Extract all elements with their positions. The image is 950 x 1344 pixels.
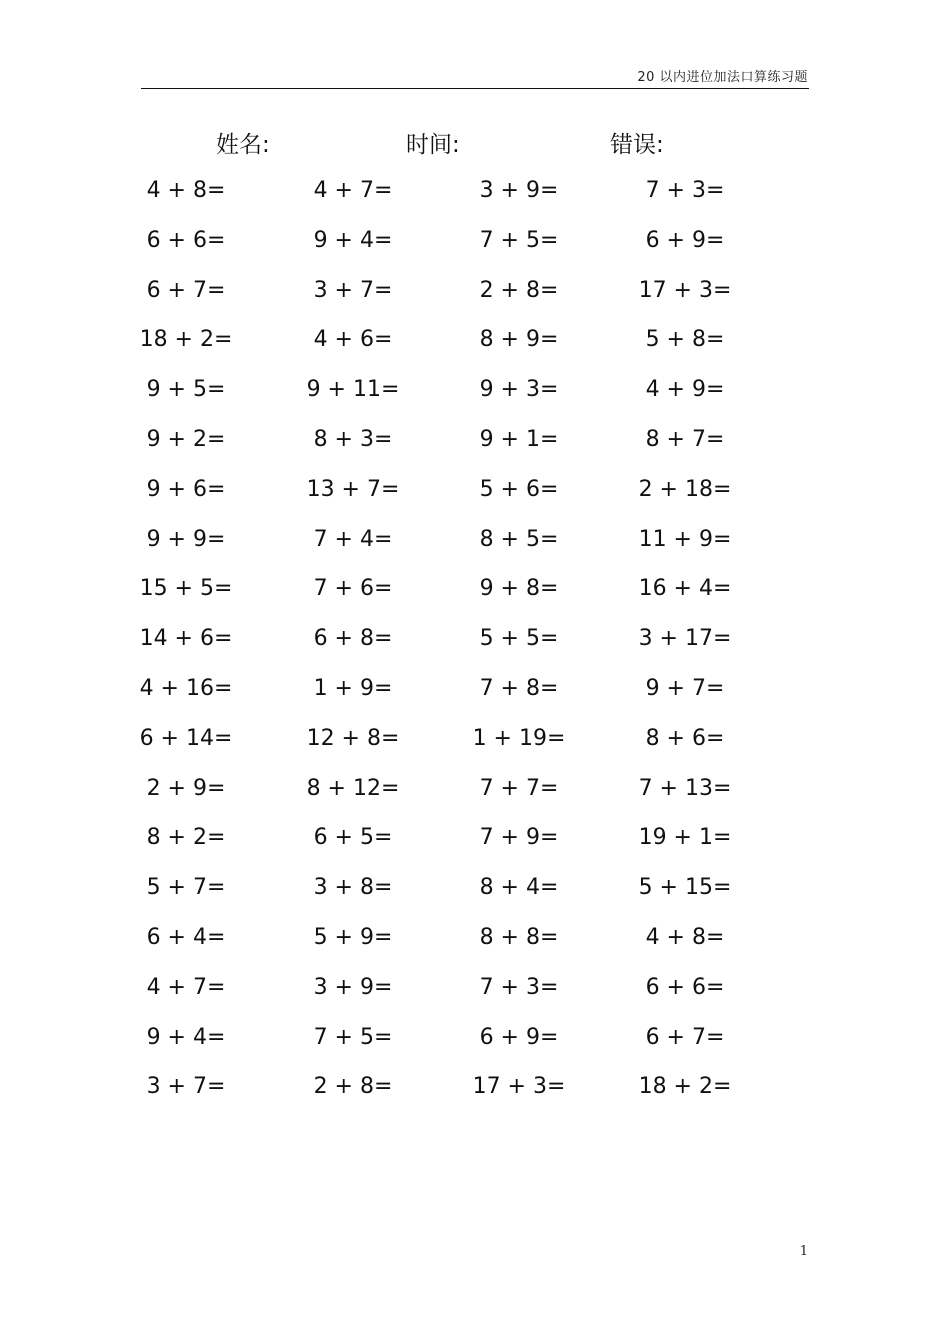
problem-item: 3 + 17= — [638, 626, 732, 652]
problem-item: 7 + 5= — [313, 1024, 393, 1050]
problem-item: 7 + 3= — [645, 178, 725, 203]
problem-item: 8 + 3= — [313, 427, 393, 452]
problem-item: 8 + 7= — [645, 427, 725, 452]
problem-item: 13 + 7= — [306, 476, 400, 502]
problem-item: 3 + 7= — [146, 1074, 226, 1100]
problem-item: 9 + 4= — [146, 1024, 226, 1050]
problem-item: 17 + 3= — [472, 1074, 566, 1100]
problem-item: 6 + 6= — [645, 974, 725, 1000]
problem-item: 8 + 8= — [479, 925, 559, 950]
page-number: 1 — [799, 1244, 808, 1259]
problem-item: 11 + 9= — [638, 526, 732, 552]
problem-item: 5 + 15= — [638, 875, 732, 901]
problem-item: 9 + 5= — [146, 377, 226, 403]
problem-item: 7 + 5= — [479, 227, 559, 253]
problem-item: 6 + 7= — [645, 1024, 725, 1050]
problem-item: 9 + 11= — [306, 377, 400, 403]
problem-item: 6 + 14= — [139, 725, 233, 751]
problem-item: 5 + 6= — [479, 476, 559, 502]
problem-item: 3 + 9= — [479, 178, 559, 203]
problem-item: 9 + 2= — [146, 427, 226, 452]
problem-item: 12 + 8= — [306, 725, 400, 751]
problem-item: 5 + 7= — [146, 875, 226, 901]
problem-item: 18 + 2= — [638, 1074, 732, 1100]
problem-item: 2 + 9= — [146, 775, 226, 801]
problem-item: 4 + 6= — [313, 327, 393, 353]
problem-item: 7 + 8= — [479, 676, 559, 701]
problem-item: 4 + 7= — [313, 178, 393, 203]
problem-item: 9 + 3= — [479, 377, 559, 403]
problem-item: 6 + 6= — [146, 227, 226, 253]
problem-item: 1 + 19= — [472, 725, 566, 751]
problem-item: 3 + 7= — [313, 277, 393, 303]
problem-item: 16 + 4= — [638, 576, 732, 602]
problem-item: 6 + 9= — [479, 1024, 559, 1050]
problem-item: 3 + 8= — [313, 875, 393, 901]
problem-item: 7 + 3= — [479, 974, 559, 1000]
problem-item: 8 + 2= — [146, 825, 226, 851]
problem-item: 7 + 6= — [313, 576, 393, 602]
problem-item: 4 + 8= — [645, 925, 725, 950]
problem-item: 17 + 3= — [638, 277, 732, 303]
problem-item: 14 + 6= — [139, 626, 233, 652]
problem-item: 6 + 4= — [146, 925, 226, 950]
problem-item: 18 + 2= — [139, 327, 233, 353]
problem-item: 7 + 13= — [638, 775, 732, 801]
problem-item: 2 + 8= — [479, 277, 559, 303]
problem-item: 4 + 7= — [146, 974, 226, 1000]
problem-item: 8 + 6= — [645, 725, 725, 751]
problem-item: 8 + 12= — [306, 775, 400, 801]
problem-item: 15 + 5= — [139, 576, 233, 602]
problem-item: 6 + 5= — [313, 825, 393, 851]
problem-item: 9 + 9= — [146, 526, 226, 552]
problem-item: 8 + 4= — [479, 875, 559, 901]
problem-item: 5 + 8= — [645, 327, 725, 353]
problem-item: 9 + 4= — [313, 227, 393, 253]
problem-item: 9 + 7= — [645, 676, 725, 701]
problem-item: 4 + 9= — [645, 377, 725, 403]
problem-item: 8 + 5= — [479, 526, 559, 552]
problem-item: 5 + 5= — [479, 626, 559, 652]
problem-item: 2 + 18= — [638, 476, 732, 502]
problem-item: 9 + 6= — [146, 476, 226, 502]
problem-item: 19 + 1= — [638, 825, 732, 851]
time-label: 时间: — [406, 132, 460, 158]
problem-item: 1 + 9= — [313, 676, 393, 701]
problem-item: 8 + 9= — [479, 327, 559, 353]
problem-item: 3 + 9= — [313, 974, 393, 1000]
problem-item: 5 + 9= — [313, 925, 393, 950]
problem-item: 7 + 7= — [479, 775, 559, 801]
problem-item: 2 + 8= — [313, 1074, 393, 1100]
problem-item: 6 + 7= — [146, 277, 226, 303]
problem-item: 4 + 8= — [146, 178, 226, 203]
problem-item: 9 + 8= — [479, 576, 559, 602]
problem-item: 4 + 16= — [139, 676, 233, 701]
problem-item: 6 + 9= — [645, 227, 725, 253]
name-label: 姓名: — [216, 132, 270, 158]
errors-label: 错误: — [610, 132, 664, 158]
page-header-title: 20 以内进位加法口算练习题 — [637, 70, 808, 85]
problem-item: 9 + 1= — [479, 427, 559, 452]
problem-item: 6 + 8= — [313, 626, 393, 652]
problem-item: 7 + 9= — [479, 825, 559, 851]
problem-item: 7 + 4= — [313, 526, 393, 552]
